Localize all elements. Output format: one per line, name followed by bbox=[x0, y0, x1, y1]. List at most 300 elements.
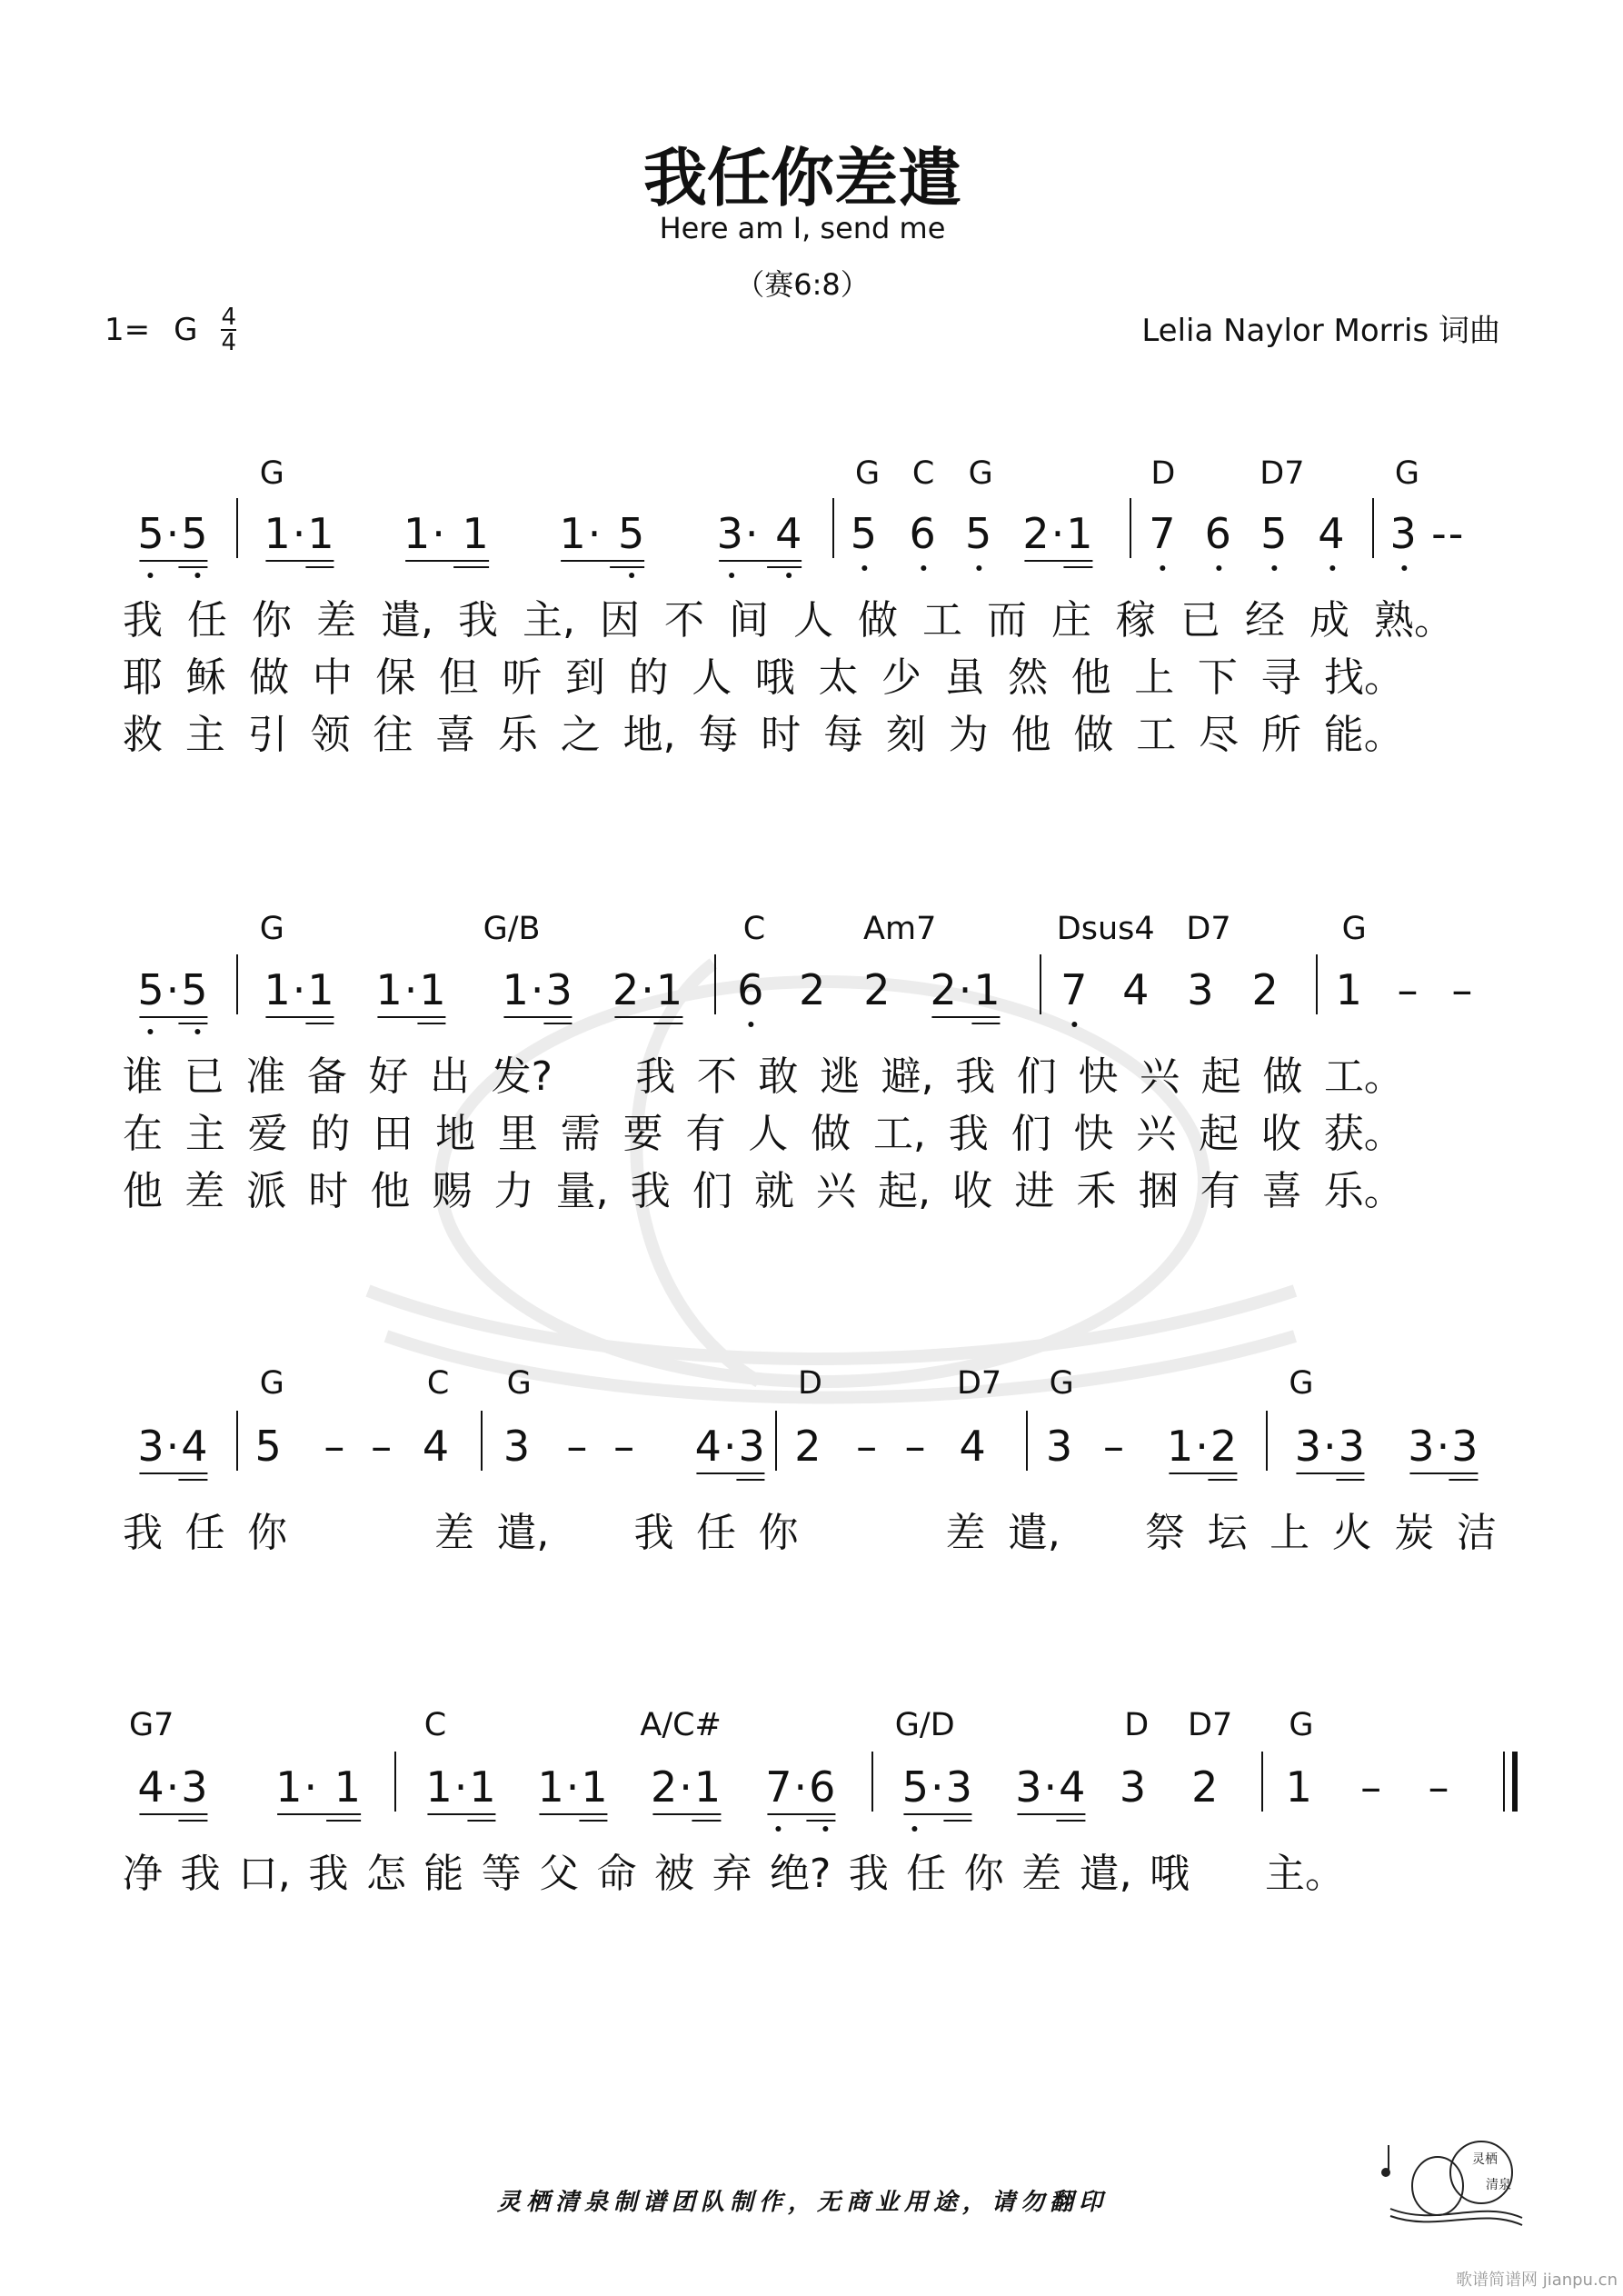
note-text: 4·3 bbox=[694, 1422, 767, 1471]
lyric-char: 领 bbox=[310, 712, 351, 758]
low-octave-dot bbox=[1401, 565, 1407, 571]
lyric-char: 做 bbox=[249, 654, 290, 701]
lyric-char: 所 bbox=[1260, 712, 1301, 758]
lyric-line bbox=[123, 1101, 1404, 1159]
low-octave-dot bbox=[195, 1029, 201, 1034]
chord-symbol: C bbox=[742, 911, 766, 947]
lyric-char: 已 bbox=[1180, 597, 1220, 644]
sixteenth-underline bbox=[326, 1820, 361, 1822]
chord-symbol: G/D bbox=[894, 1707, 955, 1743]
note bbox=[1286, 1762, 1314, 1812]
note bbox=[371, 1422, 393, 1471]
lyric-char: 差 bbox=[433, 1510, 474, 1556]
sixteenth-underline bbox=[610, 566, 644, 568]
lyric-char: 出 bbox=[430, 1053, 471, 1100]
note-pair bbox=[717, 509, 804, 558]
sixteenth-underline bbox=[179, 1479, 208, 1481]
lyric-char: 任 bbox=[696, 1510, 737, 1556]
sixteenth-underline bbox=[692, 1820, 722, 1822]
lyric-char: 乐 bbox=[497, 712, 538, 758]
lyric-char: 成 bbox=[1309, 597, 1349, 644]
lyric-char: 祭 bbox=[1145, 1510, 1185, 1556]
lyric-char: 需 bbox=[560, 1111, 601, 1157]
note-text: 5 bbox=[964, 509, 994, 558]
low-octave-dot bbox=[749, 1022, 754, 1027]
lyric-char bbox=[1208, 1841, 1248, 1899]
note bbox=[1318, 509, 1346, 558]
lyric-char: 工, bbox=[872, 1111, 926, 1157]
note bbox=[1336, 965, 1364, 1014]
low-octave-dot bbox=[775, 1826, 781, 1832]
lyric-char: 遣, bbox=[1079, 1851, 1132, 1897]
lyric-char: 到 bbox=[565, 654, 606, 701]
low-octave-dot bbox=[786, 573, 792, 578]
time-top: 4 bbox=[221, 304, 237, 331]
lyric-char: 上 bbox=[1134, 654, 1175, 701]
lyric-char: 上 bbox=[1270, 1510, 1310, 1556]
chord-symbol: G/B bbox=[483, 911, 541, 947]
chord-symbol: G bbox=[1341, 911, 1367, 947]
lyric-char: 能 bbox=[423, 1851, 464, 1897]
lyric-char: 经 bbox=[1245, 597, 1285, 644]
lyric-char: 时 bbox=[308, 1168, 349, 1214]
lyric-char: 而 bbox=[987, 597, 1027, 644]
note-text: 4 bbox=[1122, 965, 1151, 1014]
lyric-char: 兴 bbox=[1140, 1053, 1180, 1100]
lyric-char: 工。 bbox=[1323, 1053, 1404, 1100]
lyric-char: 尽 bbox=[1199, 712, 1240, 758]
low-octave-dot bbox=[823, 1826, 829, 1832]
lyric-char: 每 bbox=[823, 712, 864, 758]
barline bbox=[481, 1411, 483, 1471]
low-octave-dot bbox=[921, 565, 926, 571]
lyric-char: 避, bbox=[881, 1053, 934, 1100]
lyric-char: 稼 bbox=[1116, 597, 1156, 644]
sixteenth-underline bbox=[1336, 1479, 1365, 1481]
lyric-char: 们 bbox=[1011, 1111, 1051, 1157]
note-text: 3·4 bbox=[1015, 1762, 1088, 1812]
note-text: – bbox=[1102, 1422, 1126, 1471]
note bbox=[863, 965, 891, 1014]
lyric-line bbox=[123, 587, 1454, 645]
low-octave-dot bbox=[861, 565, 867, 571]
lyric-char: 赐 bbox=[432, 1168, 473, 1214]
lyric-char: 但 bbox=[438, 654, 479, 701]
note-text: 4 bbox=[1318, 509, 1347, 558]
lyric-char: 发? bbox=[491, 1053, 553, 1100]
note-text: 3·3 bbox=[1294, 1422, 1367, 1471]
lyric-char: 我 bbox=[123, 1510, 163, 1556]
lyric-line bbox=[123, 644, 1404, 703]
lyric-char: 中 bbox=[312, 654, 353, 701]
barline bbox=[832, 498, 834, 558]
lyric-char: 时 bbox=[761, 712, 802, 758]
lyric-char: 备 bbox=[306, 1053, 347, 1100]
note-text: 5 bbox=[1260, 509, 1289, 558]
lyric-char: 我 bbox=[635, 1053, 676, 1100]
note-pair bbox=[651, 1762, 722, 1812]
lyric-char: 炭 bbox=[1394, 1510, 1435, 1556]
lyric-char: 你 bbox=[247, 1510, 288, 1556]
lyric-char bbox=[372, 1500, 412, 1558]
lyric-char: 下 bbox=[1197, 654, 1238, 701]
lyric-line bbox=[123, 1841, 1345, 1899]
note-text: – bbox=[613, 1422, 637, 1471]
low-octave-dot bbox=[977, 565, 982, 571]
lyric-char: 口, bbox=[237, 1851, 291, 1897]
note-text: – bbox=[371, 1422, 394, 1471]
lyric-char bbox=[883, 1500, 923, 1558]
note bbox=[613, 1422, 636, 1471]
lyric-char: 主 bbox=[184, 712, 225, 758]
sixteenth-underline bbox=[467, 1820, 496, 1822]
note-text: 2 bbox=[1191, 1762, 1220, 1812]
scripture-reference: （赛6:8） bbox=[735, 267, 870, 302]
chord-symbol: Dsus4 bbox=[1056, 911, 1155, 947]
barline bbox=[236, 498, 238, 558]
note bbox=[856, 1422, 879, 1471]
lyric-char: 我 bbox=[848, 1851, 889, 1897]
chord-symbol: C bbox=[423, 1707, 447, 1743]
chord-symbol: D7 bbox=[1188, 1707, 1233, 1743]
note bbox=[1120, 1762, 1148, 1812]
lyric-char: 等 bbox=[481, 1851, 522, 1897]
note-text: 7·6 bbox=[765, 1762, 838, 1812]
lyric-char: 他 bbox=[370, 1168, 411, 1214]
lyric-char: 我 bbox=[633, 1510, 674, 1556]
chord-symbol: G bbox=[855, 455, 881, 492]
lyric-char: 捆 bbox=[1138, 1168, 1179, 1214]
note-text: – bbox=[1397, 965, 1420, 1014]
note-text: – bbox=[1360, 1762, 1384, 1812]
lyric-char: 工 bbox=[922, 597, 962, 644]
lyric-char: 敢 bbox=[758, 1053, 799, 1100]
lyric-char: 做 bbox=[858, 597, 898, 644]
lyric-char: 在 bbox=[123, 1111, 163, 1157]
note-text: 5·5 bbox=[137, 509, 210, 558]
chord-symbol: G7 bbox=[128, 1707, 174, 1743]
note-text: 7 bbox=[1149, 509, 1178, 558]
lyric-char: 听 bbox=[502, 654, 543, 701]
lyric-char: 被 bbox=[654, 1851, 695, 1897]
lyric-char: 禾 bbox=[1076, 1168, 1117, 1214]
lyric-char: 间 bbox=[729, 597, 769, 644]
sixteenth-underline bbox=[736, 1479, 765, 1481]
chord-symbol: D7 bbox=[1186, 911, 1231, 947]
barline bbox=[1130, 498, 1131, 558]
note-pair bbox=[1408, 1422, 1479, 1471]
lyric-char: 已 bbox=[184, 1053, 224, 1100]
lyric-char: 遣, bbox=[381, 597, 433, 644]
note bbox=[566, 1422, 589, 1471]
lyric-char: 哦 bbox=[1150, 1851, 1190, 1897]
lyric-char: 爱 bbox=[247, 1111, 288, 1157]
lyric-char: 就 bbox=[753, 1168, 794, 1214]
lyric-char: 主, bbox=[523, 597, 575, 644]
key-tonic: G bbox=[174, 312, 198, 348]
low-octave-dot bbox=[629, 573, 634, 578]
note bbox=[1205, 509, 1233, 558]
lyric-char: 量, bbox=[555, 1168, 609, 1214]
lyric-char: 引 bbox=[247, 712, 288, 758]
note-text: 1·3 bbox=[502, 965, 574, 1014]
note-text: 1· 1 bbox=[403, 509, 491, 558]
lyric-char: 有 bbox=[685, 1111, 726, 1157]
note bbox=[909, 509, 937, 558]
lyric-char: 力 bbox=[493, 1168, 534, 1214]
time-bottom: 4 bbox=[221, 329, 237, 356]
note-text: 4 bbox=[959, 1422, 988, 1471]
sixteenth-underline bbox=[543, 1023, 573, 1024]
lyric-char bbox=[821, 1500, 861, 1558]
note-pair bbox=[1015, 1762, 1087, 1812]
chord-symbol: G bbox=[968, 455, 993, 492]
lyric-char: 他 bbox=[1070, 654, 1111, 701]
note-text: 1·1 bbox=[264, 965, 336, 1014]
lyric-char: 起 bbox=[1199, 1111, 1240, 1157]
key-signature bbox=[105, 305, 236, 354]
lyric-char: 火 bbox=[1331, 1510, 1372, 1556]
barline bbox=[394, 1752, 396, 1812]
lyric-char: 任 bbox=[184, 1510, 225, 1556]
time-signature bbox=[221, 305, 236, 354]
lyric-char: 兴 bbox=[816, 1168, 857, 1214]
footer-note: 灵栖清泉制谱团队制作，无商业用途，请勿翻印 bbox=[496, 2189, 1108, 2216]
note bbox=[1429, 1762, 1451, 1812]
lyric-char: 耶 bbox=[123, 654, 163, 701]
note-text: 4 bbox=[422, 1422, 452, 1471]
author-credit: Lelia Naylor Morris 词曲 bbox=[1141, 313, 1500, 349]
chord-symbol: D bbox=[798, 1365, 822, 1402]
note bbox=[1451, 965, 1474, 1014]
lyric-char: 保 bbox=[375, 654, 416, 701]
barline bbox=[1261, 1752, 1263, 1812]
lyric-char: 快 bbox=[1073, 1111, 1114, 1157]
lyric-char: 往 bbox=[373, 712, 413, 758]
note-pair bbox=[403, 509, 491, 558]
note-text: 3·4 bbox=[137, 1422, 210, 1471]
note-text: 7 bbox=[1060, 965, 1090, 1014]
lyric-char: 每 bbox=[698, 712, 739, 758]
song-title: 我任你差遣 bbox=[643, 141, 961, 215]
note-pair bbox=[765, 1762, 837, 1812]
sixteenth-underline bbox=[179, 1820, 208, 1822]
note bbox=[1431, 509, 1465, 558]
sixteenth-underline bbox=[179, 1023, 208, 1024]
note-text: 3·3 bbox=[1408, 1422, 1480, 1471]
note-pair bbox=[537, 1762, 609, 1812]
lyric-char: 我 bbox=[123, 597, 163, 644]
note-text: – bbox=[904, 1422, 928, 1471]
lyric-char: 做 bbox=[1073, 712, 1114, 758]
lyric-char: 我 bbox=[308, 1851, 349, 1897]
lyric-char: 寻 bbox=[1260, 654, 1301, 701]
note-text: – bbox=[1451, 965, 1475, 1014]
note-text: 2 bbox=[1251, 965, 1280, 1014]
note-pair bbox=[137, 965, 209, 1014]
barline bbox=[1266, 1411, 1268, 1471]
chord-symbol: G bbox=[1049, 1365, 1074, 1402]
lyric-char: 差 bbox=[945, 1510, 986, 1556]
chord-symbol: C bbox=[911, 455, 935, 492]
sixteenth-underline bbox=[1057, 1820, 1086, 1822]
note bbox=[794, 1422, 822, 1471]
note-text: 5 bbox=[254, 1422, 284, 1471]
lyric-char: 人 bbox=[692, 654, 732, 701]
note-text: 6 bbox=[1204, 509, 1233, 558]
lyric-char: 快 bbox=[1078, 1053, 1119, 1100]
low-octave-dot bbox=[1329, 565, 1335, 571]
lyric-char: 差 bbox=[1021, 1851, 1062, 1897]
note-pair bbox=[1167, 1422, 1239, 1471]
note bbox=[1260, 509, 1289, 558]
lyric-char: 他 bbox=[1011, 712, 1051, 758]
lyric-char: 工 bbox=[1136, 712, 1177, 758]
note bbox=[423, 1422, 451, 1471]
note-text: 1· 1 bbox=[275, 1762, 363, 1812]
note-pair bbox=[264, 509, 335, 558]
chord-symbol: C bbox=[426, 1365, 450, 1402]
note-text: 1·2 bbox=[1166, 1422, 1240, 1471]
lyric-char: 净 bbox=[123, 1851, 163, 1897]
note-pair bbox=[612, 965, 684, 1014]
lyric-char: 熟。 bbox=[1374, 597, 1454, 644]
chord-symbol: D7 bbox=[1260, 455, 1305, 492]
note bbox=[1398, 965, 1420, 1014]
sixteenth-underline bbox=[179, 566, 208, 568]
low-octave-dot bbox=[729, 573, 734, 578]
note-text: 1·1 bbox=[264, 509, 336, 558]
lyric-char: 任 bbox=[906, 1851, 947, 1897]
note-pair bbox=[1022, 509, 1094, 558]
note-text: 3 bbox=[1119, 1762, 1149, 1812]
chord-symbol: G bbox=[1394, 455, 1419, 492]
lyric-char: 人 bbox=[748, 1111, 789, 1157]
lyric-char: 你 bbox=[963, 1851, 1004, 1897]
note-pair bbox=[902, 1762, 974, 1812]
lyric-char: 主 bbox=[184, 1111, 225, 1157]
chord-symbol: G bbox=[259, 911, 284, 947]
barline bbox=[236, 954, 238, 1014]
lyric-char: 少 bbox=[881, 654, 921, 701]
lyric-char: 的 bbox=[628, 654, 669, 701]
sixteenth-underline bbox=[305, 566, 334, 568]
lyric-char: 命 bbox=[596, 1851, 637, 1897]
sixteenth-underline bbox=[971, 1023, 1001, 1024]
note bbox=[1060, 965, 1089, 1014]
sixteenth-underline bbox=[453, 566, 488, 568]
note bbox=[1046, 1422, 1074, 1471]
low-octave-dot bbox=[1160, 565, 1166, 571]
lyric-char: 为 bbox=[948, 712, 989, 758]
lyric-char: 不 bbox=[664, 597, 704, 644]
note-text: 2·1 bbox=[1022, 509, 1095, 558]
sixteenth-underline bbox=[305, 1023, 334, 1024]
note-text: – bbox=[1428, 1762, 1451, 1812]
note-text: 2 bbox=[863, 965, 892, 1014]
sixteenth-underline bbox=[807, 1820, 836, 1822]
lyric-char: 要 bbox=[622, 1111, 663, 1157]
sixteenth-underline bbox=[653, 1023, 682, 1024]
lyric-char: 的 bbox=[310, 1111, 351, 1157]
note bbox=[1149, 509, 1177, 558]
note bbox=[1122, 965, 1150, 1014]
note-text: -- bbox=[1431, 509, 1466, 558]
barline bbox=[871, 1752, 873, 1812]
lyric-char: 我 bbox=[955, 1053, 996, 1100]
note-pair bbox=[137, 1422, 209, 1471]
low-octave-dot bbox=[147, 1029, 153, 1034]
lyric-char: 不 bbox=[696, 1053, 737, 1100]
note-pair bbox=[695, 1422, 767, 1471]
note-text: 6 bbox=[909, 509, 938, 558]
note-pair bbox=[137, 509, 209, 558]
lyric-char: 起, bbox=[878, 1168, 931, 1214]
chord-symbol: D7 bbox=[956, 1365, 1002, 1402]
low-octave-dot bbox=[1216, 565, 1221, 571]
lyric-char: 哦 bbox=[754, 654, 795, 701]
note bbox=[1187, 965, 1215, 1014]
lyric-char: 父 bbox=[539, 1851, 580, 1897]
note-text: – bbox=[856, 1422, 880, 1471]
note-text: 1· 5 bbox=[559, 509, 647, 558]
lyric-char: 地 bbox=[435, 1111, 476, 1157]
sixteenth-underline bbox=[943, 1820, 972, 1822]
lyric-char: 虽 bbox=[944, 654, 985, 701]
lyric-line bbox=[123, 1043, 1404, 1102]
note-text: 6 bbox=[737, 965, 766, 1014]
note-text: 5·5 bbox=[137, 965, 210, 1014]
note-text: 2·1 bbox=[612, 965, 685, 1014]
note-text: 3 bbox=[1045, 1422, 1075, 1471]
lyric-char: 庄 bbox=[1051, 597, 1091, 644]
note bbox=[254, 1422, 283, 1471]
lyric-char: 准 bbox=[245, 1053, 286, 1100]
lyric-char: 有 bbox=[1200, 1168, 1240, 1214]
note bbox=[1390, 509, 1419, 558]
note-text: 1 bbox=[1285, 1762, 1314, 1812]
lyric-char: 差 bbox=[184, 1168, 225, 1214]
note-pair bbox=[137, 1762, 209, 1812]
lyric-char: 你 bbox=[252, 597, 292, 644]
lyric-char: 做 bbox=[1262, 1053, 1303, 1100]
lyric-char: 好 bbox=[368, 1053, 409, 1100]
note-pair bbox=[559, 509, 646, 558]
note-text: 2 bbox=[794, 1422, 823, 1471]
note bbox=[851, 509, 879, 558]
lyric-char bbox=[572, 1500, 612, 1558]
lyric-char: 里 bbox=[497, 1111, 538, 1157]
note-pair bbox=[503, 965, 574, 1014]
lyric-char: 逃 bbox=[820, 1053, 861, 1100]
lyric-char: 喜 bbox=[1261, 1168, 1302, 1214]
note-text: 2·1 bbox=[930, 965, 1002, 1014]
note-text: 4·3 bbox=[137, 1762, 210, 1812]
note-pair bbox=[425, 1762, 497, 1812]
note-text: 1·1 bbox=[425, 1762, 498, 1812]
note bbox=[1103, 1422, 1126, 1471]
note bbox=[1360, 1762, 1383, 1812]
low-octave-dot bbox=[912, 1826, 918, 1832]
chord-symbol: D bbox=[1124, 1707, 1150, 1743]
low-octave-dot bbox=[1072, 1022, 1078, 1027]
lyric-char: 起 bbox=[1200, 1053, 1241, 1100]
lyric-char bbox=[310, 1500, 350, 1558]
low-octave-dot bbox=[147, 573, 153, 578]
lyric-char: 刻 bbox=[885, 712, 926, 758]
lyric-char: 找。 bbox=[1323, 654, 1404, 701]
barline bbox=[1040, 954, 1041, 1014]
